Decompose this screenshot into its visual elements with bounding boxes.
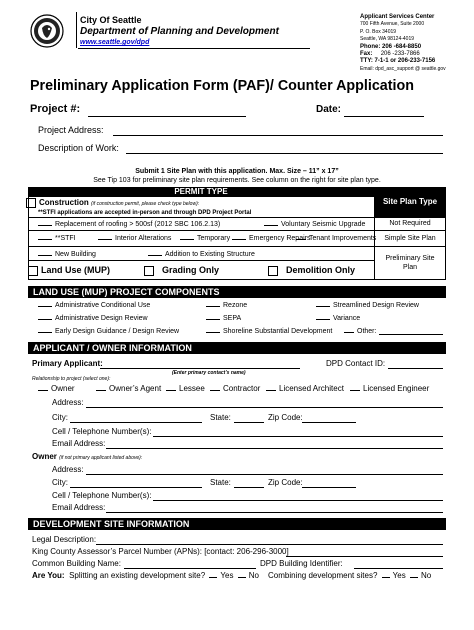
- splitting-label: Splitting an existing development site?: [69, 571, 206, 580]
- streamlined-option[interactable]: [316, 301, 419, 309]
- date-field[interactable]: [344, 116, 424, 117]
- new-building-option[interactable]: [38, 250, 96, 258]
- stfi-label: **STFI: [55, 235, 76, 242]
- owner-cell-label: Cell / Telephone Number(s):: [52, 491, 152, 500]
- land-use-option[interactable]: [28, 265, 110, 276]
- other-checkbox[interactable]: [344, 327, 354, 333]
- city-seal-logo: [30, 14, 64, 48]
- construction-note: (if construction permit, please check type below):: [91, 201, 200, 208]
- grading-option[interactable]: [144, 265, 219, 276]
- new-building-checkbox[interactable]: [38, 250, 52, 256]
- tenant-option[interactable]: [296, 234, 376, 242]
- other-label: Other:: [357, 328, 377, 335]
- dpd-building-label: DPD Building Identifier:: [260, 559, 343, 568]
- voluntary-checkbox[interactable]: [264, 220, 278, 226]
- rezone-label: Rezone: [223, 302, 248, 309]
- shoreline-option[interactable]: [206, 327, 332, 335]
- project-address-label: Project Address:: [38, 125, 104, 135]
- dpd-building-field[interactable]: [354, 568, 443, 569]
- form-title: Preliminary Application Form (PAF)/ Counter Application: [30, 78, 414, 94]
- admin-cond-checkbox[interactable]: [38, 301, 52, 307]
- applicant-cell-field[interactable]: [153, 436, 443, 437]
- sepa-label: SEPA: [223, 315, 242, 322]
- splitting-yes-checkbox[interactable]: [209, 572, 217, 578]
- contact-address2: P. O. Box 34019: [360, 28, 397, 35]
- land-use-checkbox[interactable]: [28, 266, 38, 276]
- rel-agent-checkbox[interactable]: [96, 385, 106, 391]
- dpd-contact-field[interactable]: [388, 368, 443, 369]
- variance-label: Variance: [333, 315, 361, 322]
- rezone-option[interactable]: [206, 301, 247, 309]
- sepa-option[interactable]: [206, 314, 241, 322]
- owner-address-label: Address:: [52, 465, 84, 474]
- grading-checkbox[interactable]: [144, 266, 154, 276]
- owner-state-label: State:: [210, 478, 231, 487]
- owner-label: Owner: [32, 452, 57, 461]
- tenant-label: Tenant Improvements: [309, 235, 377, 242]
- dpd-contact-label: DPD Contact ID:: [326, 359, 386, 368]
- project-address-field[interactable]: [113, 135, 443, 136]
- applicant-email-field[interactable]: [106, 448, 443, 449]
- owner-zip-label: Zip Code:: [268, 478, 303, 487]
- owner-city-label: City:: [52, 478, 68, 487]
- common-name-field[interactable]: [124, 568, 256, 569]
- contact-fax-label: Fax:: [360, 51, 373, 58]
- rel-contractor-option[interactable]: [210, 384, 260, 393]
- permit-type-header: PERMIT TYPE: [28, 187, 374, 197]
- prelim-site-label: Preliminary Site Plan: [385, 255, 435, 271]
- emergency-checkbox[interactable]: [232, 234, 246, 240]
- reroof-checkbox[interactable]: [38, 220, 52, 226]
- applicant-email-label: Email Address:: [52, 439, 106, 448]
- combining-no-label: No: [420, 571, 432, 580]
- legal-description-field[interactable]: [96, 544, 443, 545]
- rel-owner-option[interactable]: [38, 384, 75, 393]
- owner-email-label: Email Address:: [52, 503, 106, 512]
- header-divider-vertical: [76, 12, 77, 48]
- construction-checkbox[interactable]: [26, 198, 36, 208]
- demolition-option[interactable]: [268, 265, 355, 276]
- early-design-checkbox[interactable]: [38, 327, 52, 333]
- demolition-checkbox[interactable]: [268, 266, 278, 276]
- tenant-checkbox[interactable]: [296, 234, 306, 240]
- combining-row: [268, 571, 431, 580]
- rel-contractor-label: Contractor: [223, 384, 261, 393]
- contact-center: Applicant Services Center: [360, 14, 435, 20]
- interior-label: Interior Alterations: [115, 235, 172, 242]
- admin-design-checkbox[interactable]: [38, 314, 52, 320]
- combining-yes-label: Yes: [392, 571, 406, 580]
- are-you-label: Are You:: [32, 571, 65, 580]
- owner-email-field[interactable]: [106, 512, 443, 513]
- contact-address1: 700 Fifth Avenue, Suite 2000: [360, 21, 425, 28]
- simple-site-label: Simple Site Plan: [384, 235, 436, 242]
- header-underline: [78, 48, 310, 49]
- relationship-note: Relationship to project (select one):: [32, 376, 111, 382]
- land-use-header: LAND USE (MUP) PROJECT COMPONENTS: [28, 286, 446, 298]
- contact-email: Email: dpd_asc_support @ seattle.gov: [360, 65, 446, 72]
- combining-label: Combining development sites?: [268, 571, 378, 580]
- department-name: Department of Planning and Development: [80, 26, 279, 37]
- are-you-row: [32, 571, 259, 580]
- voluntary-option[interactable]: [264, 220, 365, 228]
- stfi-note: **STFI applications are accepted in-person and through DPD Project Portal: [38, 210, 252, 216]
- primary-applicant-field[interactable]: [100, 368, 300, 369]
- legal-description-label: Legal Description:: [32, 535, 97, 544]
- row-divider-1: [28, 217, 446, 218]
- demolition-label: Demolition Only: [286, 265, 356, 275]
- streamlined-label: Streamlined Design Review: [333, 302, 419, 309]
- interior-checkbox[interactable]: [98, 234, 112, 240]
- contact-address3: Seattle, WA 98124-4019: [360, 36, 415, 43]
- owner-heading: [32, 452, 142, 461]
- rel-lessee-option[interactable]: [166, 384, 205, 393]
- primary-applicant-note: (Enter primary contact’s name): [172, 370, 246, 376]
- shoreline-label: Shoreline Substantial Development: [223, 328, 333, 335]
- sepa-checkbox[interactable]: [206, 314, 220, 320]
- temporary-option[interactable]: [180, 234, 230, 242]
- variance-option[interactable]: [316, 314, 360, 322]
- applicant-city-field[interactable]: [70, 422, 202, 423]
- parcel-number-field[interactable]: [286, 556, 443, 557]
- combining-yes-checkbox[interactable]: [382, 572, 390, 578]
- applicant-zip-label: Zip Code:: [268, 413, 303, 422]
- site-plan-header: Site Plan Type: [374, 187, 446, 217]
- applicant-address-field[interactable]: [86, 407, 443, 408]
- row-divider-3: [28, 246, 446, 247]
- rel-lessee-checkbox[interactable]: [166, 385, 176, 391]
- owner-city-field[interactable]: [70, 487, 202, 488]
- contact-tty: TTY: 7-1-1 or 206-233-7156: [360, 58, 436, 65]
- owner-cell-field[interactable]: [153, 500, 443, 501]
- site-header: DEVELOPMENT SITE INFORMATION: [28, 518, 446, 530]
- project-number-label: Project #:: [30, 103, 81, 115]
- owner-state-field[interactable]: [234, 487, 264, 488]
- rezone-checkbox[interactable]: [206, 301, 220, 307]
- admin-cond-label: Administrative Conditional Use: [55, 302, 151, 309]
- contact-phone: Phone: 206 -684-8850: [360, 43, 422, 50]
- emergency-label: Emergency Repairs: [249, 235, 311, 242]
- applicant-address-label: Address:: [52, 398, 84, 407]
- description-field[interactable]: [126, 153, 443, 154]
- department-url[interactable]: www.seattle.gov/dpd: [80, 39, 150, 46]
- applicant-state-label: State:: [210, 413, 231, 422]
- interior-option[interactable]: [98, 234, 171, 242]
- applicant-cell-label: Cell / Telephone Number(s):: [52, 427, 152, 436]
- row-divider-4: [28, 260, 374, 261]
- applicant-header: APPLICANT / OWNER INFORMATION: [28, 342, 446, 354]
- shoreline-checkbox[interactable]: [206, 327, 220, 333]
- splitting-no-checkbox[interactable]: [238, 572, 246, 578]
- rel-agent-option[interactable]: [96, 384, 161, 393]
- rel-architect-checkbox[interactable]: [266, 385, 276, 391]
- rel-agent-label: Owner’s Agent: [109, 384, 162, 393]
- applicant-city-label: City:: [52, 413, 68, 422]
- streamlined-checkbox[interactable]: [316, 301, 330, 307]
- rel-architect-label: Licensed Architect: [279, 384, 344, 393]
- rel-owner-checkbox[interactable]: [38, 385, 48, 391]
- variance-checkbox[interactable]: [316, 314, 330, 320]
- common-name-label: Common Building Name:: [32, 559, 121, 568]
- voluntary-label: Voluntary Seismic Upgrade: [281, 221, 366, 228]
- rel-lessee-label: Lessee: [179, 384, 205, 393]
- admin-design-label: Administrative Design Review: [55, 315, 148, 322]
- rel-contractor-checkbox[interactable]: [210, 385, 220, 391]
- project-number-field[interactable]: [88, 116, 246, 117]
- rel-engineer-label: Licensed Engineer: [363, 384, 430, 393]
- parcel-number-label: King County Assessor’s Parcel Number (APNs): [contact: 206-296-3000]: [32, 547, 289, 556]
- applicant-state-field[interactable]: [234, 422, 264, 423]
- rel-architect-option[interactable]: [266, 384, 344, 393]
- applicant-zip-field[interactable]: [302, 422, 356, 423]
- description-label: Description of Work:: [38, 143, 119, 153]
- submit-note-line1: Submit 1 Site Plan with this application. Max. Size – 11” x 17”: [135, 168, 339, 175]
- addition-checkbox[interactable]: [148, 250, 162, 256]
- addition-option[interactable]: [148, 250, 255, 258]
- addition-label: Addition to Existing Structure: [165, 251, 255, 258]
- rel-owner-label: Owner: [51, 384, 75, 393]
- construction-option[interactable]: [26, 198, 199, 208]
- rel-engineer-checkbox[interactable]: [350, 385, 360, 391]
- owner-address-field[interactable]: [86, 474, 443, 475]
- combining-no-checkbox[interactable]: [410, 572, 418, 578]
- other-option[interactable]: [344, 327, 376, 335]
- admin-cond-option[interactable]: [38, 301, 150, 309]
- early-design-label: Early Design Guidance / Design Review: [55, 328, 180, 335]
- grading-label: Grading Only: [162, 265, 220, 275]
- splitting-yes-label: Yes: [220, 571, 234, 580]
- rel-engineer-option[interactable]: [350, 384, 429, 393]
- splitting-no-label: No: [248, 571, 259, 580]
- contact-block: [360, 14, 446, 73]
- new-building-label: New Building: [55, 251, 96, 258]
- primary-applicant-label: Primary Applicant:: [32, 359, 103, 368]
- owner-zip-field[interactable]: [302, 487, 356, 488]
- land-use-label: Land Use (MUP): [41, 265, 111, 275]
- reroof-option[interactable]: [38, 220, 220, 228]
- temporary-label: Temporary: [197, 235, 231, 242]
- row-divider-2: [28, 230, 446, 231]
- city-name: City Of Seattle: [80, 15, 142, 25]
- stfi-checkbox[interactable]: [38, 234, 52, 240]
- temporary-checkbox[interactable]: [180, 234, 194, 240]
- reroof-label: Replacement of roofing > 500sf (2012 SBC 106.2.13): [55, 221, 221, 228]
- admin-design-option[interactable]: [38, 314, 148, 322]
- date-label: Date:: [316, 104, 342, 115]
- early-design-option[interactable]: [38, 327, 179, 335]
- construction-label: Construction: [39, 198, 89, 208]
- other-field[interactable]: [379, 334, 443, 335]
- submit-note-line2: See Tip 103 for preliminary site plan requirements. See column on the right for site plan type.: [93, 177, 381, 184]
- contact-fax-value: 206 -233-7866: [380, 51, 420, 58]
- not-required-label: Not Required: [389, 220, 431, 227]
- owner-note: (if not primary applicant listed above):: [59, 455, 143, 461]
- stfi-option[interactable]: [38, 234, 76, 242]
